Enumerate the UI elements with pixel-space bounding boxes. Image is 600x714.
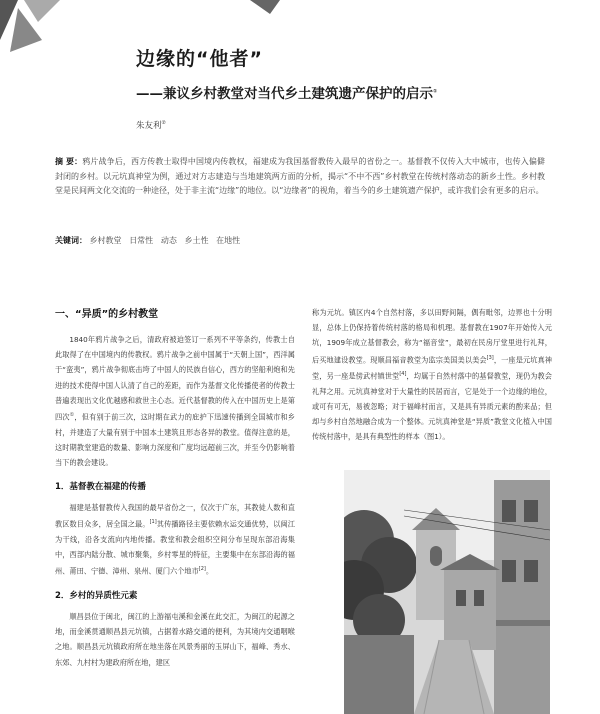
keyword-item: 日常性 <box>129 236 154 245</box>
left-column <box>55 305 295 670</box>
author-footnote-marker: ② <box>161 120 166 127</box>
reference-marker: [3] <box>486 354 494 361</box>
reference-marker: [1] <box>149 519 157 526</box>
reference-marker: ① <box>69 412 75 419</box>
abstract-text: 鸦片战争后，西方传教士取得中国境内传教权，福建成为我国基督教传入最早的省份之一。基督教不仅传入大中城市，也传入偏僻封闭的乡村。以元坑真神堂为例，通过对方志建造与当地建筑两方面的分析，揭示“不中不西”乡村教堂在传统村落动态的新乡土性。乡村教堂是民间两文化交流的一种途径，处于非主流“边缘”的地位。以“边缘者”的视角，着当今的乡土建筑遗产保护，或许我们会有更多的启示。 <box>55 157 545 196</box>
abstract-label: 摘 要： <box>55 157 83 166</box>
paragraph-text: 。 <box>205 566 214 576</box>
paragraph-text: ，均属于自然村落中的基督教堂，现仍为教会礼拜之用。元坑真神堂对于大量性的民居而言，它是处于一个边缘的地位，或可有可无，易被忽略；对于福峰村而言，又是具有异质元素的酌来品；但却与乡村自然地融合成为一个整体。元坑真神堂是“异质”教堂文化植入中国传统村落中，是具有典型性的样本（图1）。 <box>312 371 552 442</box>
reference-marker: [2] <box>198 566 206 573</box>
section-heading: 一、“异质”的乡村教堂 <box>55 309 159 320</box>
paragraph <box>55 332 295 470</box>
keyword-item: 动态 <box>160 236 177 245</box>
subsection-heading: 2．乡村的异质性元素 <box>55 591 138 602</box>
keywords <box>55 235 545 246</box>
paragraph-text: 称为元坑。镇区内4个自然村落，多以田野间隔，偶有毗邻，边界也十分明显，总体上仍保持着传统村落的格局和机理。基督教在1907年开始传入元坑，1909年成立基督教会，称为“福音堂”，最初在民房厅堂里进行礼拜，后买地建设教堂。现顺昌福音教堂为监宗美国美以美会 <box>312 308 552 364</box>
article-subtitle <box>136 82 437 102</box>
corner-decoration-top <box>250 0 290 16</box>
paragraph-text: ，但有别于前三次，这时期在武力的庇护下迅速传播到全国城市和乡村，并建造了大量有别于中国本土建筑且形态各异的教堂。值得注意的是，这时期教堂建造的数量、影响力深度和广度均远超前三次，并至今仍影响着当下的教会建设。 <box>55 412 295 468</box>
keyword-item: 乡村教堂 <box>89 236 122 245</box>
subtitle-footnote-marker: ① <box>433 88 438 95</box>
paragraph <box>55 500 295 579</box>
paragraph-text: 1840年鸦片战争之后，清政府被迫签订一系列不平等条约，传教士自此取得了在中国境内的传教权。鸦片战争之前中国属于“天朝上国”，西洋属于“蛮夷”，鸦片战争彻底击垮了中国人的民族自信心，西方的坚船利炮和先进的技术使得中国人认清了自己的差距，而作为基督文化传播使者的传教士普遍表现出文化优越感和救世主心态。近代基督教的传入在中国历史上是第四次 <box>55 335 295 422</box>
article-title: 边缘的“他者” <box>136 48 263 70</box>
paragraph-text: 福建是基督教传入我国的最早省份之一，仅次于广东，其教徒人数和直教区数目众多，居全国之最。 <box>55 503 295 529</box>
paragraph-text: ，一座是元坑真神堂，另一座是傍武村镇世堂 <box>312 355 552 381</box>
corner-decoration-left <box>0 0 80 60</box>
author-name <box>136 119 166 131</box>
reference-marker: [4] <box>399 371 407 378</box>
keyword-item: 乡土性 <box>184 236 209 245</box>
subsection-heading: 1．基督教在福建的传播 <box>55 482 146 493</box>
abstract <box>55 155 545 199</box>
paragraph <box>312 305 552 445</box>
right-column <box>312 305 552 445</box>
figure-photo <box>344 470 550 714</box>
paragraph: 顺昌县位于闽北，闽江的上游福屯溪和金溪在此交汇，为闽江的起源之地，而金溪贯通顺昌县元坑镇，占据着水路交通的便利，为其境内交通咽喉之地。顺昌县元坑镇政府所在地坐落在风景秀丽的玉屏山下，福峰、秀水、东郊、九村村为建政府所在地，建区 <box>55 612 295 667</box>
paragraph-text: 其传播路径主要依赖水运交通优势，以闽江为干线，沿各支流向内地传播。教堂和教会组织空间分布呈现东部沿海集中，西部内陆分散、城市聚集，乡村零星的特征，主要集中在东部沿海的福州、莆田、宁德、漳州、泉州、厦门六个地市 <box>55 519 295 576</box>
author-text: 朱友利 <box>136 121 162 131</box>
keyword-item: 在地性 <box>216 236 241 245</box>
subtitle-text: ——兼议乡村教堂对当代乡土建筑遗产保护的启示 <box>136 86 433 102</box>
keywords-label: 关键词： <box>55 236 87 245</box>
